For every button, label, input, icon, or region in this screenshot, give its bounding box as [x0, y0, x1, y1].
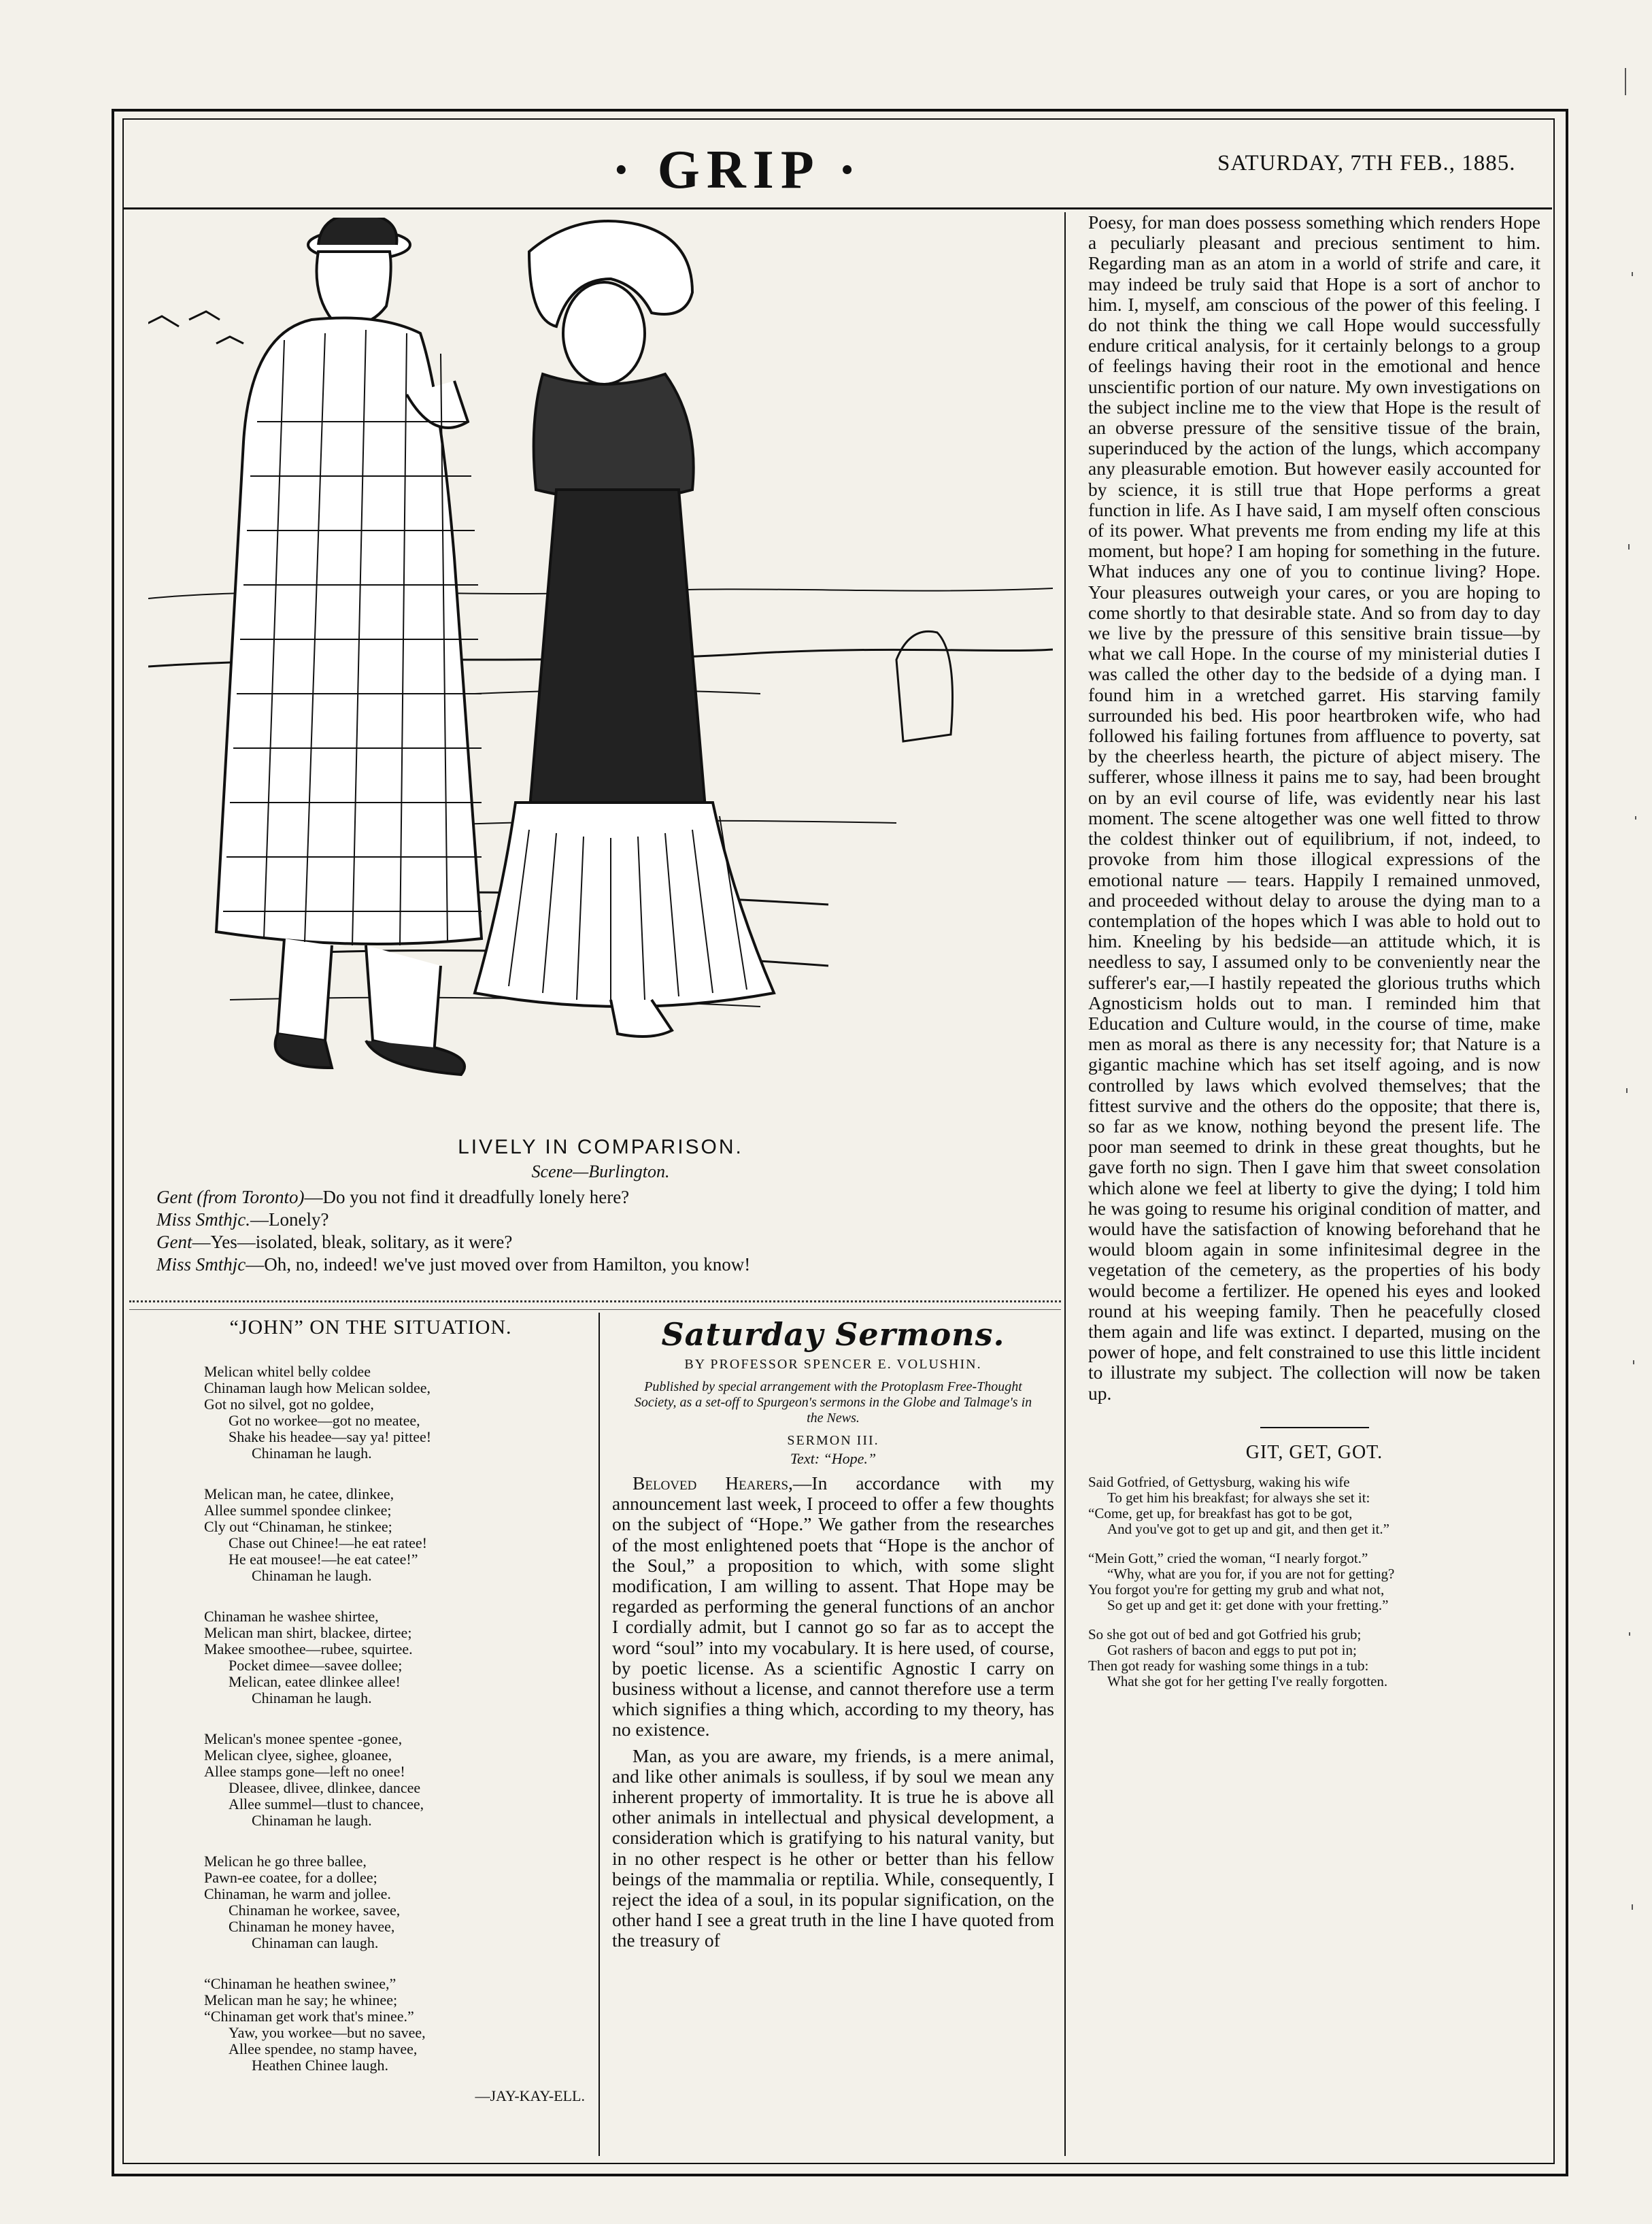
sermon-paragraph [612, 1473, 1054, 1740]
poem-line: Chase out Chinee!—he eat ratee! [229, 1534, 427, 1551]
section-separator [129, 1309, 1061, 1310]
poem-line: Melican clyee, sighee, gloanee, [204, 1747, 392, 1764]
sermon-text: Text: “Hope.” [790, 1450, 877, 1467]
poem-line: Shake his headee—say ya! pittee! [229, 1428, 432, 1445]
poem-line: Then got ready for washing some things in a tub: [1088, 1657, 1369, 1674]
poem-line: Allee summel spondee clinkee; [204, 1502, 392, 1519]
sermon-paragraph-text: —In accordance with my announcement last week, I proceed to offer a few thoughts on the subject of “Hope.” We gather from the researches of the most enlightened poets that “Hope is the anchor of the Soul,” a proposition to which, with some slight modification, I am willing to assent. That Hope may be regarded as performing the general functions of an anchor I cordially admit, but I cannot go so far as to accept the word “soul” into my vocabulary. It is here used, of course, by poetic license. As a scientific Agnostic I carry on business without a license, and cannot therefore use a term which signifies a thing which, according to my theory, has no existence. [612, 1472, 1054, 1740]
poem-line: Allee summel—tlust to chancee, [229, 1796, 424, 1813]
poem-line: Dleasee, dlivee, dlinkee, dancee [229, 1779, 421, 1796]
poem-line: “Why, what are you for, if you are not for getting? [1107, 1565, 1395, 1582]
poem-line: So she got out of bed and got Gotfried his grub; [1088, 1625, 1362, 1642]
poem-verse [1088, 1551, 1540, 1613]
poem-verse [1088, 1627, 1540, 1689]
column-rule [1064, 212, 1066, 2156]
dialogue-text: —Oh, no, indeed! we've just moved over from Hamilton, you know! [246, 1254, 751, 1275]
poem-line: So get up and get it: get done with your fretting.” [1107, 1596, 1389, 1613]
poem-line: Said Gotfried, of Gettysburg, waking his wife [1088, 1473, 1350, 1490]
poem-line: Melican man, he catee, dlinkee, [204, 1485, 394, 1502]
poem-line: Chinaman he laugh. [252, 1812, 372, 1829]
column-rule [599, 1313, 600, 2156]
poem-line: Heathen Chinee laugh. [252, 2057, 388, 2074]
dialogue-text: —Lonely? [250, 1209, 329, 1230]
poem-line: He eat mousee!—he eat catee!” [229, 1551, 418, 1568]
poem-line: And you've got to get up and git, and then get it.” [1107, 1520, 1389, 1537]
dialogue-speaker: Miss Smthjc [156, 1254, 246, 1275]
sermon-continuation: Poesy, for man does possess something which renders Hope a peculiarly pleasant and precious sentiment to him. Regarding man as an atom in a world of strife and care, it may indeed be truly said that Hope is a sort of anchor to him. I, myself, am conscious of the power of this feeling. I do not think the thing we call Hope would successfully endure critical analysis, for it certainly belongs to a group of feelings having their root in the emotional and hence unscientific portion of our nature. My own investigations on the subject incline me to the view that Hope is the result of an obverse pressure of the sensitive tissue of the brain, superinduced by the action of the lungs, which accompany any pleasurable emotion. But however easily accounted for by science, it is still true that Hope performs a great function in life. As I have said, I am myself often conscious of its power. What prevents me from ending my life at this moment, but hope? I am hoping for something in the future. What induces any one of you to continue living? Hope. Your pleasures outweigh your cares, or you are hoping to come shortly to that desirable state. And so from day to day we live by the pressure of this sensitive brain tissue—by what we call Hope. In the course of my ministerial duties I was called the other day to the bedside of a dying man. I found him in a wretched garret. His starving family surrounded his bed. His poor heartbroken wife, who had followed his failing fortunes from affluence to poverty, sat by the cheerless hearth, the picture of abject misery. The sufferer, whose illness it pains me to say, had been brought on by an evil course of life, was evidently near his last moment. The scene altogether was one well fitted to throw the coldest thinker out of equilibrium, if not, indeed, to provoke from him those illogical expressions of the emotional nature — tears. Happily I remained unmoved, and proceeded without delay to arouse the dying man to a contemplation of the hopes which I was able to hold out to him. Kneeling by his bedside—an attitude which, it is needless to say, I assumed only to be conveniently near the sufferer's ear,—I hastily repeated the glorious truths which Agnosticism holds out to man. I reminded him that Education and Culture would, in the course of time, make men as moral as there is any necessity for; that Nature is a gigantic machine which has set itself agoing, and is now controlled by laws which evolved themselves; that the fittest survive and the others do the opposite; that there is, so far as we know, nothing beyond the present life. The poor man seemed to drink in these great thoughts, but he gave forth no sign. Then I gave him that sweet consolation which alone we feel at liberty to give the dying; I told him he was going to resume his original condition of matter, and would have the satisfaction of knowing beforehand that he would bloom again in some infinitesimal degree in the vegetation of the cemetery, as the properties of his body would become a fertilizer. He opened his eyes and looked round at his weeping family. Then he peacefully closed them again and life was extinct. I departed, musing on the power of hope, and felt constrained to use this little incident to illustrate my subject. The collection will now be taken up. [1088, 212, 1540, 1404]
poem-line: Makee smoothee—rubee, squirtee. [204, 1640, 413, 1657]
poem-line: Melican whitel belly coldee [204, 1363, 371, 1380]
page-edge-specks [1611, 0, 1652, 2224]
sermon-publication-note: Published by special arrangement with the Protoplasm Free-Thought Society, as a set-off to Spurgeon's sermons in the Globe and Talmage's in the News. [634, 1379, 1032, 1426]
poem-line: Melican man shirt, blackee, dirtee; [204, 1624, 412, 1641]
poem-john-signature: —JAY-KAY-ELL. [475, 2087, 585, 2104]
cartoon-illustration [148, 218, 1053, 1129]
illustration-scene: Scene—Burlington. [531, 1162, 670, 1181]
header-rule [122, 207, 1552, 209]
section-rule [1260, 1427, 1369, 1428]
poem-line: “Come, get up, for breakfast has got to be got, [1088, 1504, 1353, 1521]
poem-line: Chinaman he laugh. [252, 1567, 372, 1584]
poem-stanza [156, 1731, 585, 1829]
poem-line: Melican he go three ballee, [204, 1853, 367, 1870]
poem-line: Chinaman, he warm and jollee. [204, 1885, 391, 1902]
sermon-heading: Saturday Sermons. [661, 1316, 1005, 1353]
dialogue-line [156, 1231, 1054, 1253]
poem-john-title: “JOHN” ON THE SITUATION. [229, 1316, 512, 1338]
poem-line: What she got for her getting I've really forgotten. [1107, 1672, 1388, 1689]
poem-line: Melican's monee spentee -gonee, [204, 1730, 403, 1747]
poem-verse [1088, 1475, 1540, 1537]
poem-line: Chinaman he money havee, [229, 1918, 395, 1935]
illustration-title: LIVELY IN COMPARISON. [458, 1136, 743, 1158]
poem-git-title: GIT, GET, GOT. [1245, 1441, 1383, 1463]
poem-line: Chinaman he laugh. [252, 1689, 372, 1706]
poem-line: Allee spendee, no stamp havee, [229, 2040, 418, 2057]
illustration-caption [148, 1136, 1053, 1182]
dialogue-text: —Yes—isolated, bleak, solitary, as it were? [192, 1232, 513, 1252]
dialogue-speaker: Miss Smthjc. [156, 1209, 250, 1230]
sermon-byline: BY PROFESSOR SPENCER E. VOLUSHIN. [684, 1357, 982, 1372]
dialogue-speaker: Gent [156, 1232, 192, 1252]
dialogue-line [156, 1209, 1054, 1231]
poem-line: “Mein Gott,” cried the woman, “I nearly forgot.” [1088, 1549, 1368, 1566]
sermon-salutation: Beloved Hearers, [633, 1472, 793, 1494]
section-separator-dotted [129, 1300, 1061, 1302]
dialogue-line [156, 1186, 1054, 1209]
poem-john-column [156, 1316, 585, 2105]
poem-line: You forgot you're for getting my grub and what not, [1088, 1581, 1385, 1598]
poem-stanza [156, 1608, 585, 1706]
right-column [1088, 212, 1540, 1703]
dialogue-speaker: Gent (from Toronto) [156, 1187, 305, 1207]
poem-line: Chinaman he washee shirtee, [204, 1608, 379, 1625]
poem-line: Chinaman he workee, savee, [229, 1902, 401, 1919]
sermon-number: SERMON III. [787, 1433, 879, 1448]
poem-stanza [156, 1853, 585, 1951]
poem-line: Cly out “Chinaman, he stinkee; [204, 1518, 392, 1535]
dialogue-text: —Do you not find it dreadfully lonely here? [304, 1187, 630, 1207]
poem-line: “Chinaman get work that's minee.” [204, 2008, 414, 2025]
poem-line: Got no silvel, got no goldee, [204, 1396, 374, 1413]
poem-line: Got rashers of bacon and eggs to put pot in; [1107, 1641, 1357, 1658]
poem-line: Allee stamps gone—left no onee! [204, 1763, 405, 1780]
poem-line: Chinaman laugh how Melican soldee, [204, 1379, 431, 1396]
poem-line: Chinaman can laugh. [252, 1934, 379, 1951]
poem-line: Melican man he say; he whinee; [204, 1991, 398, 2008]
poem-stanza [156, 1486, 585, 1584]
illustration-dialogue [156, 1186, 1054, 1276]
poem-line: Got no workee—got no meatee, [229, 1412, 420, 1429]
dialogue-line [156, 1253, 1054, 1276]
poem-line: Chinaman he laugh. [252, 1445, 372, 1462]
poem-john-body [156, 1364, 585, 2074]
poem-line: Pawn-ee coatee, for a dollee; [204, 1869, 377, 1886]
issue-date: SATURDAY, 7TH FEB., 1885. [1217, 151, 1516, 175]
poem-line: Pocket dimee—savee dollee; [229, 1657, 403, 1674]
poem-line: Yaw, you workee—but no savee, [229, 2024, 426, 2041]
poem-stanza [156, 1364, 585, 1462]
poem-line: “Chinaman he heathen swinee,” [204, 1975, 397, 1992]
poem-line: Melican, eatee dlinkee allee! [229, 1673, 401, 1690]
masthead-title: · GRIP · [612, 140, 863, 200]
sermon-column [612, 1316, 1054, 1951]
poem-line: To get him his breakfast; for always she set it: [1107, 1489, 1370, 1506]
poem-git-body [1088, 1475, 1540, 1689]
sermon-paragraph: Man, as you are aware, my friends, is a mere animal, and like other animals is soulless, if by soul we mean any inherent property of immortality. It is true he is above all other animals in intellectual and physical development, a consideration which is gratifying to his natural vanity, but in no other respect is he other or better than his fellow beings of the mammalia or reptilia. While, consequently, I reject the idea of a soul, in its popular signification, on the other hand I see a great truth in the line I have quoted from the treasury of [612, 1745, 1054, 1951]
poem-stanza [156, 1976, 585, 2074]
